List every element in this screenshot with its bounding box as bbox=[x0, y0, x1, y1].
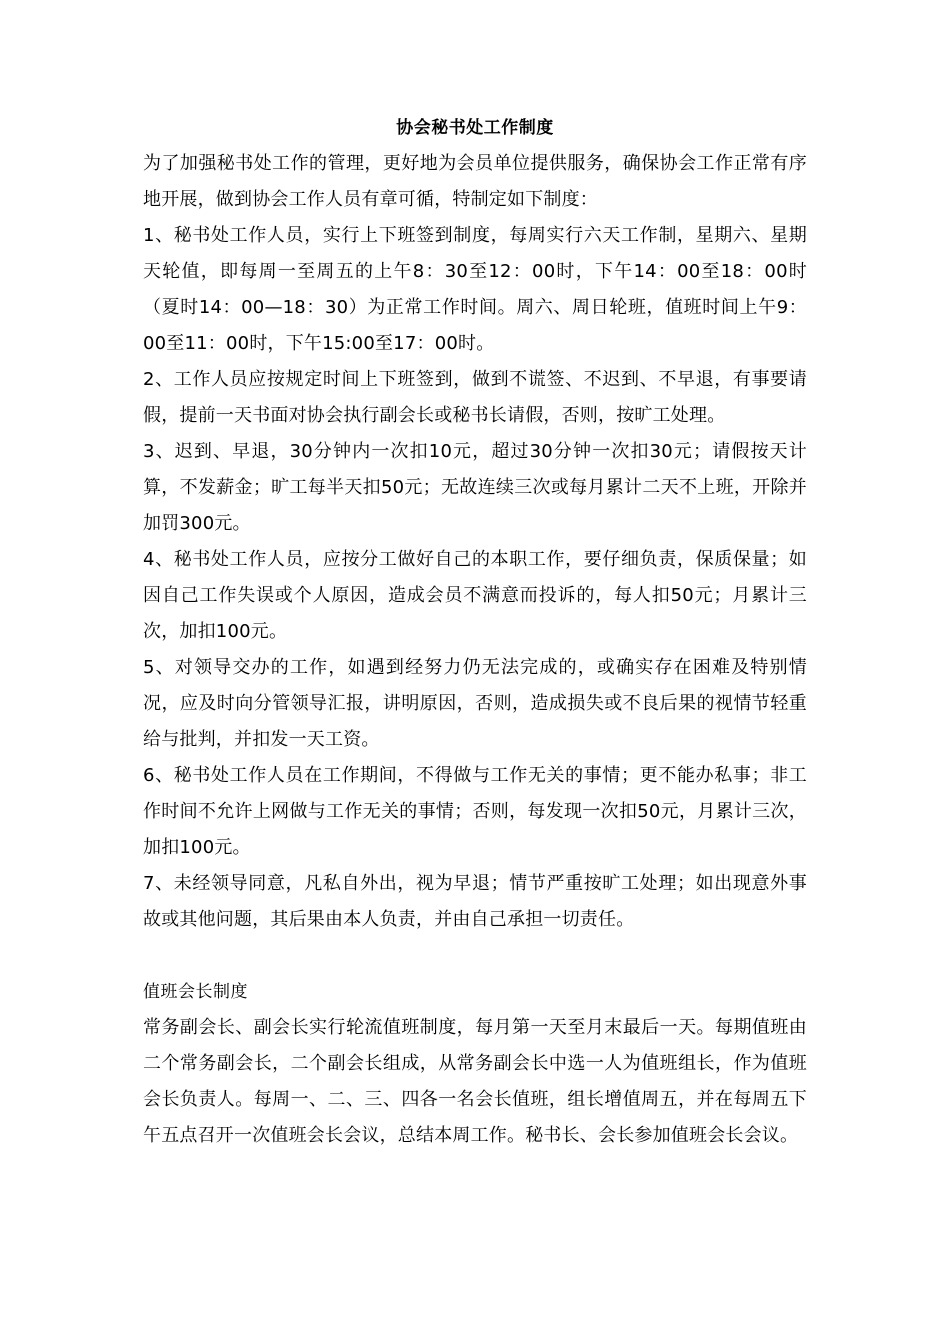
document-body bbox=[143, 110, 807, 1154]
rule-3: 3、迟到、早退，30分钟内一次扣10元，超过30分钟一次扣30元；请假按天计算，不发薪金；旷工每半天扣50元；无故连续三次或每月累计二天不上班，开除并加罚300元。 bbox=[143, 441, 807, 534]
section-spacer bbox=[143, 938, 807, 974]
document-title: 协会秘书处工作制度 bbox=[396, 118, 554, 138]
duty-section-body: 常务副会长、副会长实行轮流值班制度，每月第一天至月末最后一天。每期值班由二个常务副会长，二个副会长组成，从常务副会长中选一人为值班组长，作为值班会长负责人。每周一、二、三、四各一名会长值班，组长增值周五，并在每周五下午五点召开一次值班会长会议，总结本周工作。秘书长、会长参加值班会长会议。 bbox=[143, 1017, 807, 1146]
rule-1: 1、秘书处工作人员，实行上下班签到制度，每周实行六天工作制，星期六、星期天轮值，即每周一至周五的上午8：30至12：00时，下午14：00至18：00时（夏时14：00—18：30）为正常工作时间。周六、周日轮班，值班时间上午9：00至11：00时，下午15:00至17：00时。 bbox=[143, 225, 807, 354]
intro-paragraph: 为了加强秘书处工作的管理，更好地为会员单位提供服务，确保协会工作正常有序地开展，做到协会工作人员有章可循，特制定如下制度： bbox=[143, 153, 807, 210]
duty-section-title: 值班会长制度 bbox=[143, 982, 248, 1002]
rule-6: 6、秘书处工作人员在工作期间，不得做与工作无关的事情；更不能办私事；非工作时间不允许上网做与工作无关的事情；否则，每发现一次扣50元，月累计三次，加扣100元。 bbox=[143, 765, 807, 858]
rule-2: 2、工作人员应按规定时间上下班签到，做到不谎签、不迟到、不早退，有事要请假，提前一天书面对协会执行副会长或秘书长请假，否则，按旷工处理。 bbox=[143, 369, 807, 426]
rule-4: 4、秘书处工作人员，应按分工做好自己的本职工作，要仔细负责，保质保量；如因自己工作失误或个人原因，造成会员不满意而投诉的，每人扣50元；月累计三次，加扣100元。 bbox=[143, 549, 807, 642]
rule-7: 7、未经领导同意，凡私自外出，视为早退；情节严重按旷工处理；如出现意外事故或其他问题，其后果由本人负责，并由自己承担一切责任。 bbox=[143, 873, 807, 930]
rule-5: 5、对领导交办的工作，如遇到经努力仍无法完成的，或确实存在困难及特别情况，应及时向分管领导汇报，讲明原因，否则，造成损失或不良后果的视情节轻重给与批判，并扣发一天工资。 bbox=[143, 657, 807, 750]
